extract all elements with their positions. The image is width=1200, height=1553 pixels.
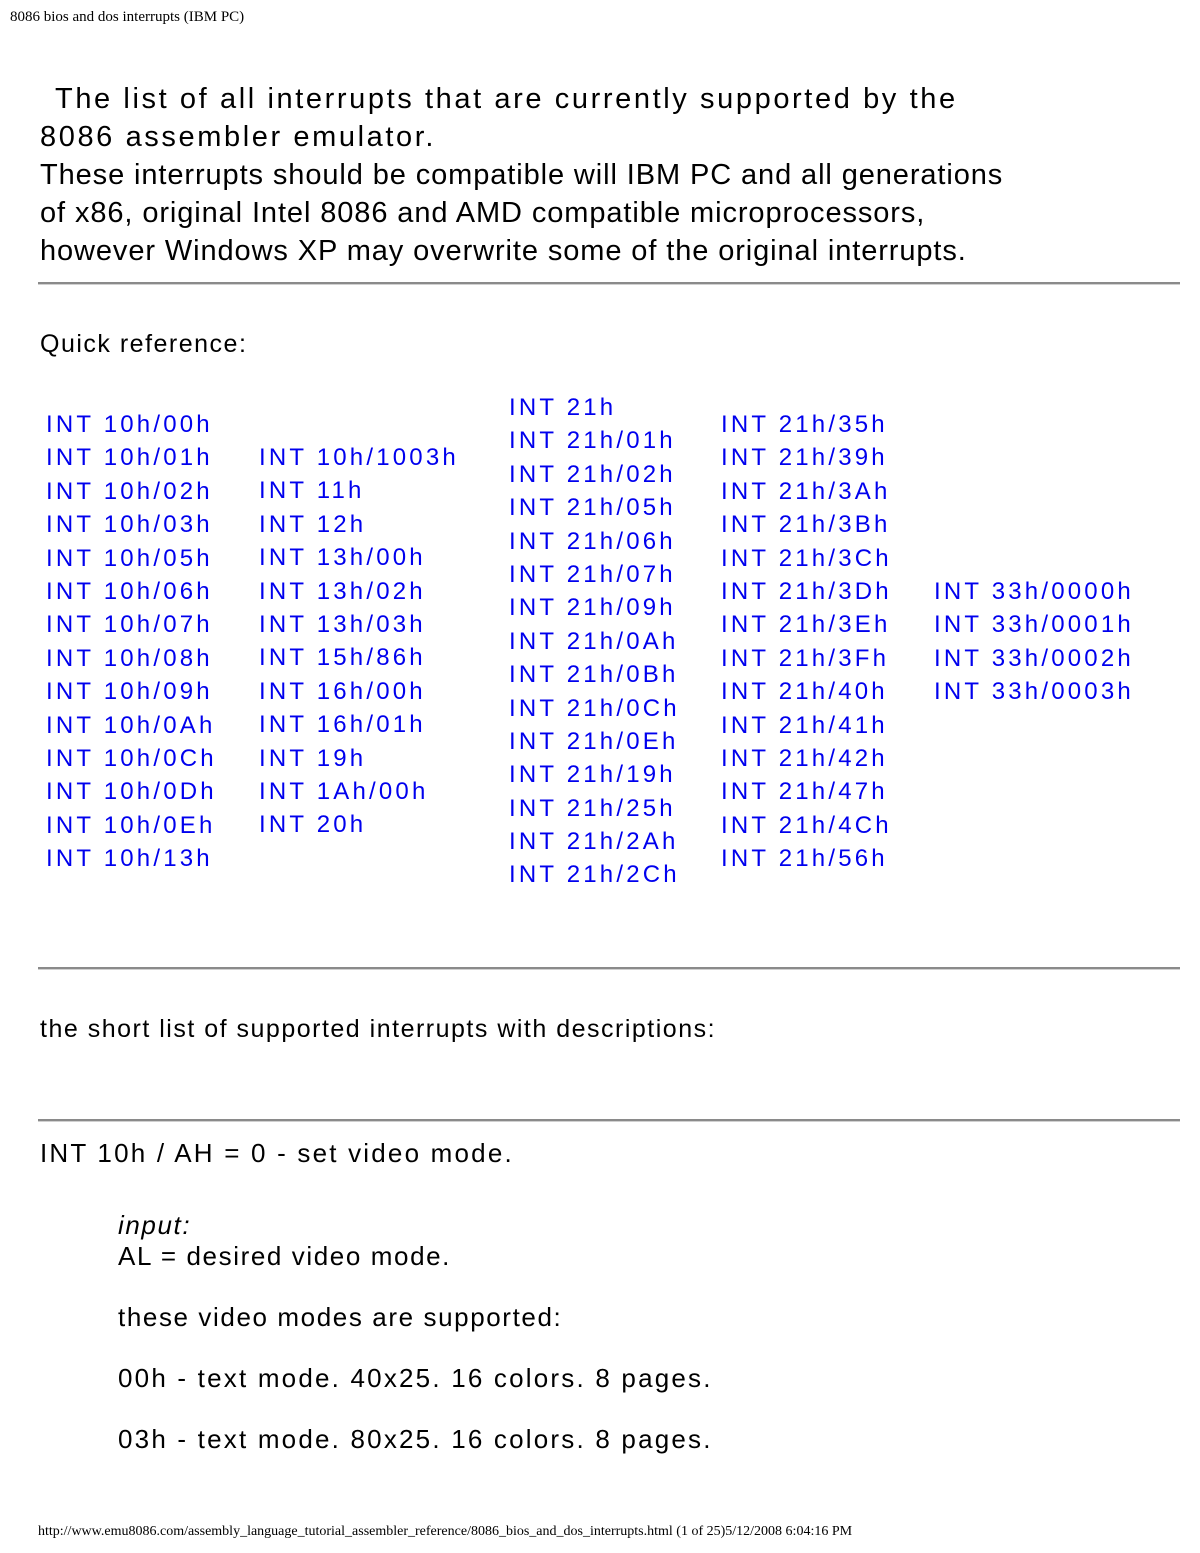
- interrupt-link[interactable]: INT 21h/4Ch: [721, 811, 892, 839]
- intro-line-2: 8086 assembler emulator.: [40, 121, 437, 153]
- interrupt-link[interactable]: INT 20h: [259, 811, 367, 839]
- interrupt-link[interactable]: INT 21h/2Ah: [509, 828, 679, 856]
- interrupt-link[interactable]: INT 12h: [259, 510, 367, 538]
- interrupt-link[interactable]: INT 10h/05h: [46, 544, 213, 572]
- interrupt-link[interactable]: INT 21h/19h: [509, 761, 676, 789]
- interrupt-link[interactable]: INT 10h/02h: [46, 477, 213, 505]
- interrupt-link[interactable]: INT 1Ah/00h: [259, 777, 429, 805]
- horizontal-rule: [38, 282, 1180, 285]
- link-column-3: [509, 391, 680, 892]
- interrupt-link[interactable]: INT 10h/0Ah: [46, 711, 216, 739]
- intro-line-1: The list of all interrupts that are currently supported by the: [55, 83, 958, 115]
- link-column-5: [934, 575, 1134, 709]
- intro-line-5: however Windows XP may overwrite some of the original interrupts.: [40, 235, 967, 267]
- interrupt-link[interactable]: INT 10h/0Ch: [46, 744, 217, 772]
- interrupt-link[interactable]: INT 33h/0003h: [934, 678, 1134, 706]
- interrupt-link[interactable]: INT 33h/0000h: [934, 578, 1134, 605]
- interrupt-link[interactable]: INT 21h/3Fh: [721, 644, 890, 672]
- interrupt-link[interactable]: INT 21h/35h: [721, 411, 888, 438]
- interrupt-link[interactable]: INT 13h/03h: [259, 610, 426, 638]
- link-column-4: [721, 408, 892, 875]
- interrupt-link[interactable]: INT 21h/47h: [721, 778, 888, 806]
- horizontal-rule: [38, 1119, 1180, 1122]
- interrupt-link[interactable]: INT 10h/1003h: [259, 444, 459, 471]
- interrupt-link[interactable]: INT 21h/02h: [509, 460, 676, 488]
- interrupt-link[interactable]: INT 21h/06h: [509, 527, 676, 555]
- interrupt-link[interactable]: INT 21h/0Ah: [509, 627, 679, 655]
- interrupt-link[interactable]: INT 10h/0Eh: [46, 811, 216, 839]
- interrupt-link[interactable]: INT 21h/41h: [721, 711, 888, 739]
- interrupt-link[interactable]: INT 16h/01h: [259, 711, 426, 739]
- interrupt-link[interactable]: INT 33h/0002h: [934, 644, 1134, 672]
- interrupt-link[interactable]: INT 21h/2Ch: [509, 861, 680, 889]
- interrupt-link[interactable]: INT 10h/0Dh: [46, 778, 217, 806]
- interrupt-link[interactable]: INT 16h/00h: [259, 677, 426, 705]
- interrupt-link[interactable]: INT 10h/06h: [46, 577, 213, 605]
- interrupt-link[interactable]: INT 10h/13h: [46, 845, 213, 873]
- interrupt-link[interactable]: INT 21h/3Ah: [721, 477, 891, 505]
- interrupt-link[interactable]: INT 21h/0Bh: [509, 661, 679, 689]
- interrupt-link[interactable]: INT 10h/00h: [46, 411, 213, 438]
- video-mode-03h: 03h - text mode. 80x25. 16 colors. 8 pages.: [118, 1424, 713, 1454]
- interrupt-link[interactable]: INT 15h/86h: [259, 644, 426, 672]
- modes-intro: these video modes are supported:: [118, 1302, 563, 1332]
- section-title: INT 10h / AH = 0 - set video mode.: [40, 1138, 514, 1168]
- interrupt-link[interactable]: INT 10h/01h: [46, 444, 213, 472]
- interrupt-link[interactable]: INT 21h/05h: [509, 494, 676, 522]
- interrupt-link[interactable]: INT 19h: [259, 744, 367, 772]
- interrupt-link[interactable]: INT 13h/02h: [259, 577, 426, 605]
- page-header-title: 8086 bios and dos interrupts (IBM PC): [10, 9, 245, 25]
- input-label-text: input:: [118, 1210, 192, 1240]
- interrupt-link[interactable]: INT 10h/03h: [46, 511, 213, 539]
- interrupt-link[interactable]: INT 33h/0001h: [934, 611, 1134, 639]
- quick-reference-label: Quick reference:: [40, 330, 248, 358]
- link-column-1: [46, 408, 217, 875]
- interrupt-link[interactable]: INT 21h/01h: [509, 427, 676, 455]
- horizontal-rule: [38, 967, 1180, 970]
- interrupt-link[interactable]: INT 21h/0Eh: [509, 727, 679, 755]
- video-mode-00h: 00h - text mode. 40x25. 16 colors. 8 pages.: [118, 1363, 713, 1393]
- page-footer-url: http://www.emu8086.com/assembly_language_tutorial_assembler_reference/8086_bios_and_dos_interrupts.html (1 of 25)5/12/2008 6:04:16 PM: [38, 1524, 853, 1539]
- interrupt-link[interactable]: INT 10h/07h: [46, 611, 213, 639]
- interrupt-link[interactable]: INT 21h: [509, 394, 617, 421]
- interrupt-link[interactable]: INT 10h/08h: [46, 644, 213, 672]
- interrupt-link[interactable]: INT 10h/09h: [46, 678, 213, 706]
- intro-line-3: These interrupts should be compatible will IBM PC and all generations: [40, 159, 1004, 191]
- interrupt-link[interactable]: INT 21h/3Ch: [721, 544, 892, 572]
- input-value: AL = desired video mode.: [118, 1241, 452, 1271]
- interrupt-link[interactable]: INT 13h/00h: [259, 544, 426, 572]
- input-label: [118, 1210, 191, 1241]
- interrupt-link[interactable]: INT 21h/07h: [509, 560, 676, 588]
- interrupt-link[interactable]: INT 21h/56h: [721, 845, 888, 873]
- interrupt-link[interactable]: INT 21h/39h: [721, 444, 888, 472]
- link-column-2: [259, 441, 459, 842]
- interrupt-link[interactable]: INT 21h/40h: [721, 678, 888, 706]
- intro-line-4: of x86, original Intel 8086 and AMD compatible microprocessors,: [40, 197, 926, 229]
- interrupt-link[interactable]: INT 11h: [259, 477, 365, 505]
- intro-paragraph: [40, 80, 1190, 270]
- interrupt-link[interactable]: INT 21h/3Eh: [721, 611, 891, 639]
- interrupt-link[interactable]: INT 21h/3Dh: [721, 577, 892, 605]
- interrupt-link[interactable]: INT 21h/25h: [509, 794, 676, 822]
- interrupt-link[interactable]: INT 21h/42h: [721, 744, 888, 772]
- interrupt-link[interactable]: INT 21h/0Ch: [509, 694, 680, 722]
- interrupt-link[interactable]: INT 21h/3Bh: [721, 511, 891, 539]
- short-list-label: the short list of supported interrupts with descriptions:: [40, 1015, 717, 1043]
- interrupt-link[interactable]: INT 21h/09h: [509, 594, 676, 622]
